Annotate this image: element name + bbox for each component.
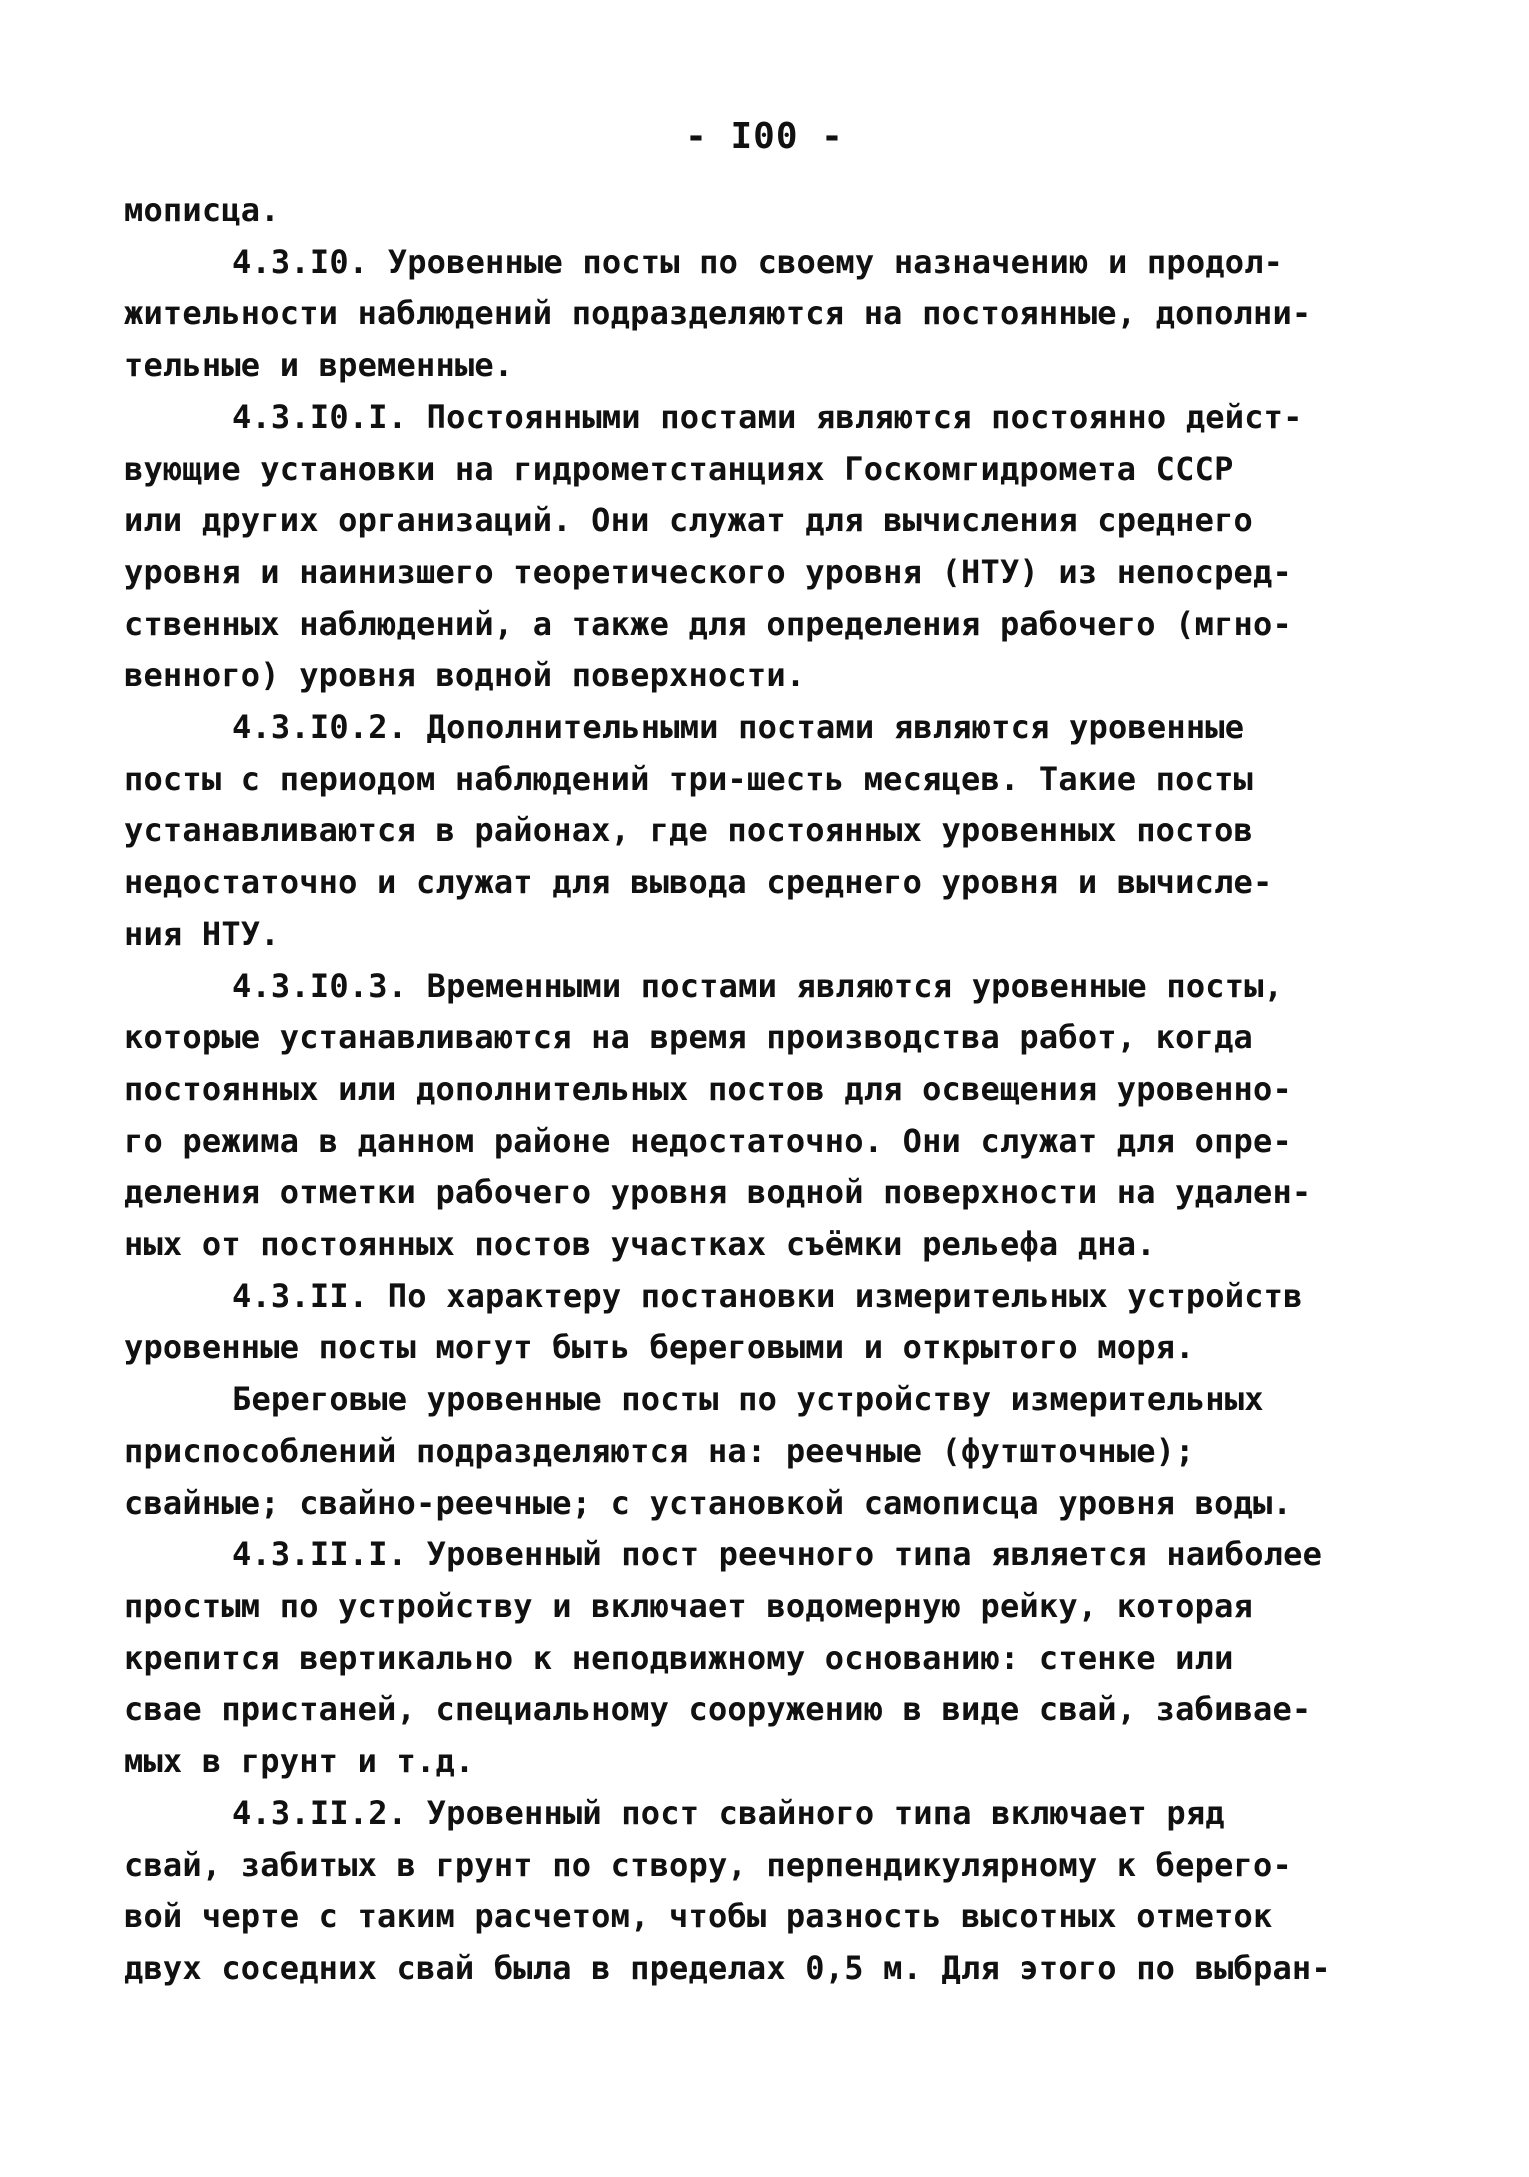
text-line: ных от постоянных постов участках съёмки рельефа дна. — [124, 1225, 1156, 1264]
text-line: свайные; свайно-реечные; с установкой самописца уровня воды. — [124, 1483, 1292, 1522]
text-line: деления отметки рабочего уровня водной поверхности на удален- — [124, 1173, 1312, 1212]
text-line: вующие установки на гидрометстанциях Госкомгидромета СССР — [124, 449, 1234, 488]
text-line: которые устанавливаются на время производства работ, когда — [124, 1018, 1254, 1057]
text-line: приспособлений подразделяются на: реечные (футшточные); — [124, 1431, 1195, 1470]
text-line: 4.3.I0.3. Временными постами являются уровенные посты, — [232, 966, 1284, 1005]
page-number: - I00 - — [685, 116, 844, 157]
text-line: вой черте с таким расчетом, чтобы разность высотных отметок — [124, 1897, 1273, 1936]
text-line: венного) уровня водной поверхности. — [124, 656, 806, 695]
text-line: двух соседних свай была в пределах 0,5 м. Для этого по выбран- — [124, 1948, 1331, 1987]
text-line: тельные и временные. — [124, 346, 514, 385]
text-line: ния НТУ. — [124, 914, 280, 953]
text-line: 4.3.II. По характеру постановки измерительных устройств — [232, 1276, 1303, 1315]
text-line: крепится вертикально к неподвижному основанию: стенке или — [124, 1638, 1234, 1677]
text-line: Береговые уровенные посты по устройству измерительных — [232, 1380, 1264, 1419]
text-line: посты с периодом наблюдений три-шесть месяцев. Такие посты — [124, 759, 1254, 798]
text-line: или других организаций. Они служат для вычисления среднего — [124, 501, 1254, 540]
text-line: ственных наблюдений, а также для определения рабочего (мгно- — [124, 604, 1292, 643]
text-line: 4.3.I0.2. Дополнительными постами являются уровенные — [232, 708, 1245, 747]
body-text — [124, 185, 1414, 1995]
text-line: устанавливаются в районах, где постоянных уровенных постов — [124, 811, 1254, 850]
text-line: недостаточно и служат для вывода среднего уровня и вычисле- — [124, 863, 1273, 902]
text-line: 4.3.II.2. Уровенный пост свайного типа включает ряд — [232, 1793, 1225, 1832]
text-line: постоянных или дополнительных постов для освещения уровенно- — [124, 1069, 1292, 1108]
text-line: го режима в данном районе недостаточно. Они служат для опре- — [124, 1121, 1292, 1160]
text-line: свае пристаней, специальному сооружению в виде свай, забивае- — [124, 1690, 1312, 1729]
text-line: уровенные посты могут быть береговыми и открытого моря. — [124, 1328, 1195, 1367]
text-line: 4.3.II.I. Уровенный пост реечного типа является наиболее — [232, 1535, 1323, 1574]
text-line: жительности наблюдений подразделяются на постоянные, дополни- — [124, 294, 1312, 333]
text-line: уровня и наинизшего теоретического уровня (НТУ) из непосред- — [124, 552, 1292, 591]
text-line: 4.3.I0. Уровенные посты по своему назначению и продол- — [232, 242, 1284, 281]
text-line: мых в грунт и т.д. — [124, 1742, 475, 1781]
text-line: мописца. — [124, 191, 280, 229]
text-line: свай, забитых в грунт по створу, перпендикулярному к берего- — [124, 1845, 1292, 1884]
text-line: 4.3.I0.I. Постоянными постами являются постоянно дейст- — [232, 397, 1303, 436]
text-line: простым по устройству и включает водомерную рейку, которая — [124, 1586, 1254, 1625]
